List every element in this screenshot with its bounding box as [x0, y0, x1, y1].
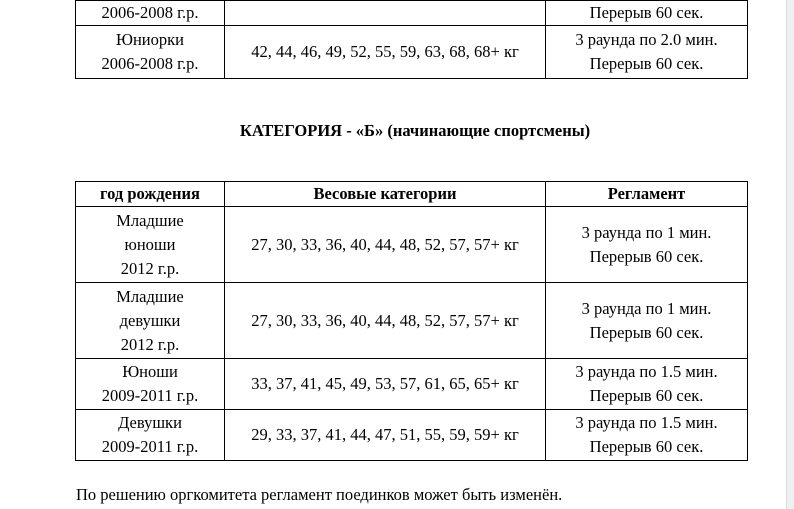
age-cell: Девушки 2009-2011 г.р. — [76, 410, 225, 461]
column-header-weights: Весовые категории — [225, 182, 546, 207]
weights-cell: 27, 30, 33, 36, 40, 44, 48, 52, 57, 57+ кг — [225, 283, 546, 359]
age-cell: Юноши 2009-2011 г.р. — [76, 359, 225, 410]
weight-table-category-b — [75, 181, 748, 461]
regulation-cell: Перерыв 60 сек. — [546, 1, 748, 26]
age-cell: Младшие юноши 2012 г.р. — [76, 207, 225, 283]
regulation-cell: 3 раунда по 2.0 мин. Перерыв 60 сек. — [546, 26, 748, 79]
column-header-regulation: Регламент — [546, 182, 748, 207]
weights-cell — [225, 1, 546, 26]
table-row — [76, 410, 748, 461]
table-row — [76, 1, 748, 26]
table-row — [76, 283, 748, 359]
age-cell: 2006-2008 г.р. — [76, 1, 225, 26]
table-row — [76, 26, 748, 79]
weights-cell: 27, 30, 33, 36, 40, 44, 48, 52, 57, 57+ кг — [225, 207, 546, 283]
age-cell: Младшие девушки 2012 г.р. — [76, 283, 225, 359]
table-row — [76, 359, 748, 410]
table-row — [76, 207, 748, 283]
category-b-heading: КАТЕГОРИЯ - «Б» (начинающие спортсмены) — [239, 121, 591, 140]
column-header-age: год рождения — [76, 182, 225, 207]
weights-cell: 29, 33, 37, 41, 44, 47, 51, 55, 59, 59+ кг — [225, 410, 546, 461]
weights-cell: 33, 37, 41, 45, 49, 53, 57, 61, 65, 65+ кг — [225, 359, 546, 410]
weight-table-top — [75, 0, 748, 79]
regulation-cell: 3 раунда по 1 мин. Перерыв 60 сек. — [546, 207, 748, 283]
page-edge-scrollbar-track — [786, 0, 794, 509]
table-header-row — [76, 182, 748, 207]
footnote: По решению оргкомитета регламент поединков может быть изменён. — [76, 485, 563, 504]
regulation-cell: 3 раунда по 1 мин. Перерыв 60 сек. — [546, 283, 748, 359]
regulation-cell: 3 раунда по 1.5 мин. Перерыв 60 сек. — [546, 410, 748, 461]
age-cell: Юниорки 2006-2008 г.р. — [76, 26, 225, 79]
weights-cell: 42, 44, 46, 49, 52, 55, 59, 63, 68, 68+ кг — [225, 26, 546, 79]
regulation-cell: 3 раунда по 1.5 мин. Перерыв 60 сек. — [546, 359, 748, 410]
